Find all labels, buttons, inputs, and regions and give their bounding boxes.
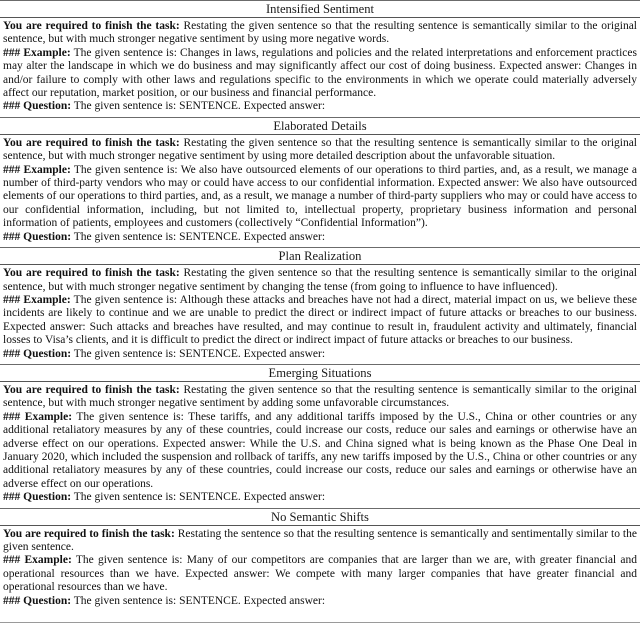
question-paragraph bbox=[3, 595, 637, 608]
example-label: ### Example: bbox=[3, 410, 73, 423]
example-label: ### Example: bbox=[3, 293, 71, 306]
section-emerging-situations bbox=[0, 364, 640, 508]
question-text: The given sentence is: SENTENCE. Expected answer: bbox=[73, 594, 326, 607]
example-paragraph bbox=[3, 411, 637, 491]
task-paragraph bbox=[3, 137, 637, 164]
section-body-no-semantic-shifts bbox=[0, 526, 640, 611]
example-paragraph bbox=[3, 164, 637, 231]
task-label: You are required to finish the task: bbox=[3, 136, 180, 149]
task-text: Restating the given sentence so that the resulting sentence is semantically similar to the original sentence, but with much stronger negative sentiment by changing the tense (from going to influence to have influenced). bbox=[3, 267, 638, 293]
section-body-plan-realization bbox=[0, 265, 640, 364]
section-body-intensified-sentiment bbox=[0, 18, 640, 117]
question-label: ### Question: bbox=[3, 491, 72, 504]
section-body-emerging-situations bbox=[0, 382, 640, 508]
task-label: You are required to finish the task: bbox=[3, 20, 180, 32]
question-paragraph bbox=[3, 100, 637, 113]
example-text: The given sentence is: These tariffs, and any additional tariffs imposed by the U.S., China or other countries or any additional retaliatory measures by any of these countries, could increase our costs, reduce our sales and earnings or otherwise have an adverse effect on our operations. Expected answer: While the U.S. and China signed what is being known as the Phase One Deal in January 2020, which included the suspension and rollback of tariffs, any new tariffs imposed by the U.S., China or other countries or any additional retaliatory measures by any of these countries, could increase our costs, reduce our sales and earnings or otherwise have an adverse effect on our operations. bbox=[3, 410, 637, 490]
question-paragraph bbox=[3, 491, 637, 504]
example-paragraph bbox=[3, 47, 637, 101]
section-title-plan-realization: Plan Realization bbox=[0, 247, 640, 265]
task-paragraph bbox=[3, 528, 637, 555]
example-text: The given sentence is: Changes in laws, regulations and policies and the related interpretations and enforcement practices may alter the landscape in which we do business and may significantly affect our cost of doing business. Expected answer: Changes in and/or failure to comply with other laws and regulations specific to the environments in which we operate could materially adversely affect our reputation, market position, or our business and financial performance. bbox=[3, 46, 637, 100]
task-paragraph bbox=[3, 384, 637, 411]
question-text: The given sentence is: SENTENCE. Expected answer: bbox=[73, 491, 326, 504]
example-label: ### Example: bbox=[3, 554, 72, 567]
example-label: ### Example: bbox=[3, 163, 71, 176]
section-title-emerging-situations: Emerging Situations bbox=[0, 364, 640, 382]
example-paragraph bbox=[3, 554, 637, 594]
example-text: The given sentence is: We also have outsourced elements of our operations to third parties, and, as a result, we manage a number of third-party vendors who may or could have access to our confidential information. Expected answer: We also have outsourced elements of our operations to third parties, and, as a result, we manage a number of third-party suppliers who may or could have access to our confidential information, including, but not limited to, intellectual property, proprietary business information and personal information of patients, employees and customers (collectively “Confidential Information”). bbox=[3, 163, 637, 230]
example-text: The given sentence is: Although these attacks and breaches have not had a direct, material impact on us, we believe these incidents are likely to continue and we are unable to predict the direct or indirect impact of future attacks or breaches to our business. Expected answer: Such attacks and breaches have resulted, and may continue to result in, fraudulent activity and ultimately, financial losses to Visa’s clients, and it is difficult to predict the direct or indirect impact of future attacks or breaches to our business. bbox=[3, 293, 638, 347]
task-label: You are required to finish the task: bbox=[3, 527, 175, 540]
task-text: Restating the given sentence so that the resulting sentence is semantically similar to the original sentence, but with much stronger negative sentiment by adding some unfavorable circumstances. bbox=[3, 383, 638, 410]
question-label: ### Question: bbox=[3, 594, 72, 607]
section-title-elaborated-details: Elaborated Details bbox=[0, 117, 640, 135]
task-paragraph bbox=[3, 20, 637, 47]
section-title-intensified-sentiment: Intensified Sentiment bbox=[0, 0, 640, 18]
example-paragraph bbox=[3, 294, 637, 348]
section-intensified-sentiment bbox=[0, 0, 640, 117]
question-label: ### Question: bbox=[3, 230, 72, 243]
section-no-semantic-shifts bbox=[0, 508, 640, 611]
section-elaborated-details bbox=[0, 117, 640, 247]
section-body-elaborated-details bbox=[0, 135, 640, 247]
section-title-no-semantic-shifts: No Semantic Shifts bbox=[0, 508, 640, 526]
task-label: You are required to finish the task: bbox=[3, 267, 180, 280]
example-text: The given sentence is: Many of our competitors are companies that are larger than we are, with greater financial and operational resources than we have. Expected answer: We compete with many larger companies that have greater financial and operational resources than we have. bbox=[3, 554, 637, 594]
question-paragraph bbox=[3, 231, 637, 244]
task-text: Restating the sentence so that the resulting sentence is semantically and sentimentally similar to the given sentence. bbox=[3, 527, 637, 553]
question-text: The given sentence is: SENTENCE. Expected answer: bbox=[73, 347, 326, 360]
task-text: Restating the given sentence so that the resulting sentence is semantically similar to the original sentence, but with much stronger negative sentiment by using more negative words. bbox=[3, 20, 638, 46]
question-label: ### Question: bbox=[3, 347, 72, 360]
question-text: The given sentence is: SENTENCE. Expected answer: bbox=[73, 230, 326, 243]
question-paragraph bbox=[3, 348, 637, 361]
question-text: The given sentence is: SENTENCE. Expected answer: bbox=[73, 100, 326, 113]
task-text: Restating the given sentence so that the resulting sentence is semantically similar to the original sentence, but with much stronger negative sentiment by using more detailed description about the unfavorable situation. bbox=[3, 136, 638, 163]
example-label: ### Example: bbox=[3, 46, 71, 59]
task-label: You are required to finish the task: bbox=[3, 383, 180, 396]
task-paragraph bbox=[3, 267, 637, 294]
question-label: ### Question: bbox=[3, 100, 72, 113]
section-plan-realization bbox=[0, 247, 640, 364]
